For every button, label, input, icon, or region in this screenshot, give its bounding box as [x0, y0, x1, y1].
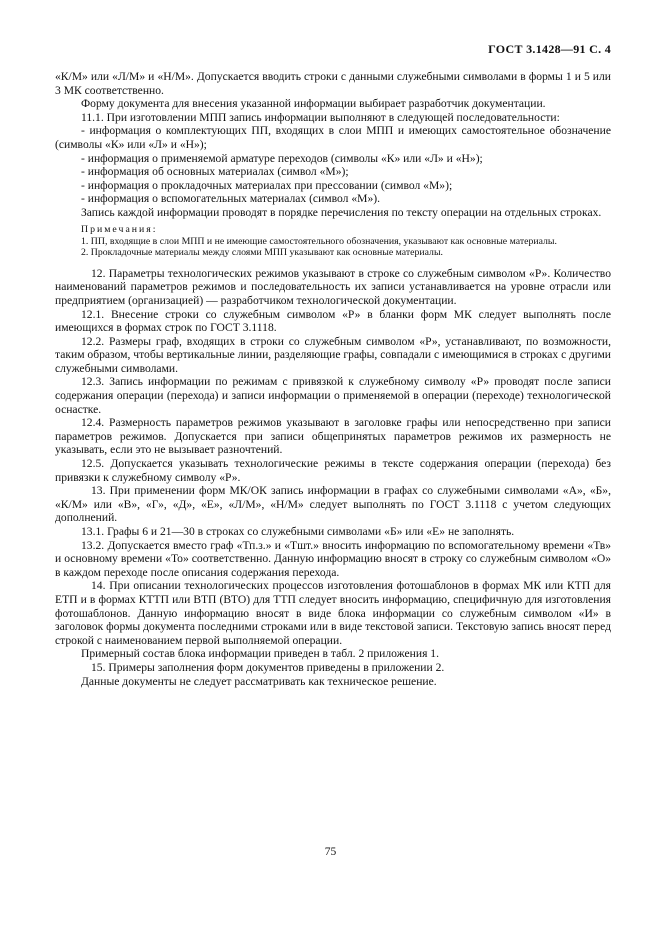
page-footer	[0, 846, 661, 858]
list-item: - информация об основных материалах (символ «М»);	[81, 165, 349, 179]
paragraph-12-1: 12.1. Внесение строки со служебным символом «Р» в бланки форм МК следует выполнять после имеющихся в формах строк по ГОСТ 3.1118.	[55, 307, 611, 335]
paragraph-12: 12. Параметры технологических режимов указывают в строке со служебным символом «Р». Количество наименований параметров режимов и последовательность их записи устанавливается на уровне отрасли или предприятием (организацией) — разработчиком технологической документации.	[55, 266, 611, 307]
list-item: - информация о прокладочных материалах при прессовании (символ «М»);	[81, 178, 453, 192]
note-item: 2. Прокладочные материалы между слоями МПП указывают как основные материалы.	[81, 247, 443, 259]
paragraph-12-4: 12.4. Размерность параметров режимов указывают в заголовке графы или непосредственно при записи параметров режимов. Допускается при записи общепринятых параметров режимов их размерность не указывать, если это не вызывает разночтений.	[55, 416, 611, 457]
paragraph-continuation: «К/М» или «Л/М» и «Н/М». Допускается вводить строки с данными служебными символами в формы 1 и 5 или 3 МК соответственно.	[55, 70, 611, 97]
note-item: 1. ПП, входящие в слои МПП и не имеющие самостоятельного обозначения, указывают как основные материалы.	[81, 235, 557, 247]
paragraph-12-5: 12.5. Допускается указывать технологические режимы в тексте содержания операции (перехода) без привязки к служебному символу «Р».	[55, 457, 611, 484]
paragraph-12-2: 12.2. Размеры граф, входящих в строки со служебным символом «Р», устанавливают, по возможности, таким образом, чтобы вертикальные линии, разделяющие графы, совпадали с имеющимися в строках с другими служебными символами.	[55, 334, 611, 375]
list-item: - информация о комплектующих ПП, входящих в слои МПП и имеющих самостоятельное обозначение (символы «К» или «Л» и «Н»);	[55, 124, 611, 151]
paragraph-14: 14. При описании технологических процессов изготовления фотошаблонов в формах МК или КТП для ЕТП и в формах КТТП или ВТП (ВТО) для ТТП следует вносить информацию, специфичную для изготовления фотошаблонов. Данную информацию вносят в виде блока информации со служебным символом «И» в заголовок формы документа последними строками или в виде текстовой записи. Текстовую запись вносят перед строкой с наименованием первой выполняемой операции.	[55, 579, 611, 647]
paragraph-15: 15. Примеры заполнения форм документов приведены в приложении 2.	[91, 660, 445, 674]
paragraph: Запись каждой информации проводят в порядке перечисления по тексту операции на отдельных строках.	[81, 205, 602, 219]
paragraph-13-2: 13.2. Допускается вместо граф «Тп.з.» и «Тшт.» вносить информацию по вспомогательному времени «Тв» и основному времени «То» соответственно. Данную информацию вносят в строку со служебным символом «О» в каждом переходе после описания содержания перехода.	[55, 538, 611, 579]
paragraph: Данные документы не следует рассматривать как техническое решение.	[81, 674, 437, 688]
list-item: - информация о вспомогательных материалах (символ «М»).	[81, 192, 381, 206]
paragraph: Форму документа для внесения указанной информации выбирает разработчик документации.	[81, 97, 546, 111]
paragraph-13: 13. При применении форм МК/ОК запись информации в графах со служебными символами «А», «Б», «К/М» или «В», «Г», «Д», «Е», «Л/М», «Н/М» следует выполнять по ГОСТ 3.1118 с учетом следующих дополнений.	[55, 484, 611, 525]
document-body	[55, 70, 611, 688]
list-item: - информация о применяемой арматуре переходов (символы «К» или «Л» и «Н»);	[81, 151, 483, 165]
paragraph-11-1: 11.1. При изготовлении МПП запись информации выполняют в следующей последовательности:	[81, 110, 560, 124]
paragraph-13-1: 13.1. Графы 6 и 21—30 в строках со служебными символами «Б» или «Е» не заполнять.	[81, 525, 515, 538]
paragraph-12-3: 12.3. Запись информации по режимам с привязкой к служебному символу «Р» проводят после записи содержания операции (перехода) и записи информации о применяемой в операции (переходе) технологической оснастке.	[55, 375, 611, 416]
page-header	[55, 42, 611, 57]
document-code: ГОСТ 3.1428—91 С. 4	[488, 42, 611, 56]
notes-heading: Примечания:	[81, 223, 158, 235]
page-number: 75	[324, 846, 337, 858]
paragraph: Примерный состав блока информации приведен в табл. 2 приложения 1.	[81, 647, 440, 661]
